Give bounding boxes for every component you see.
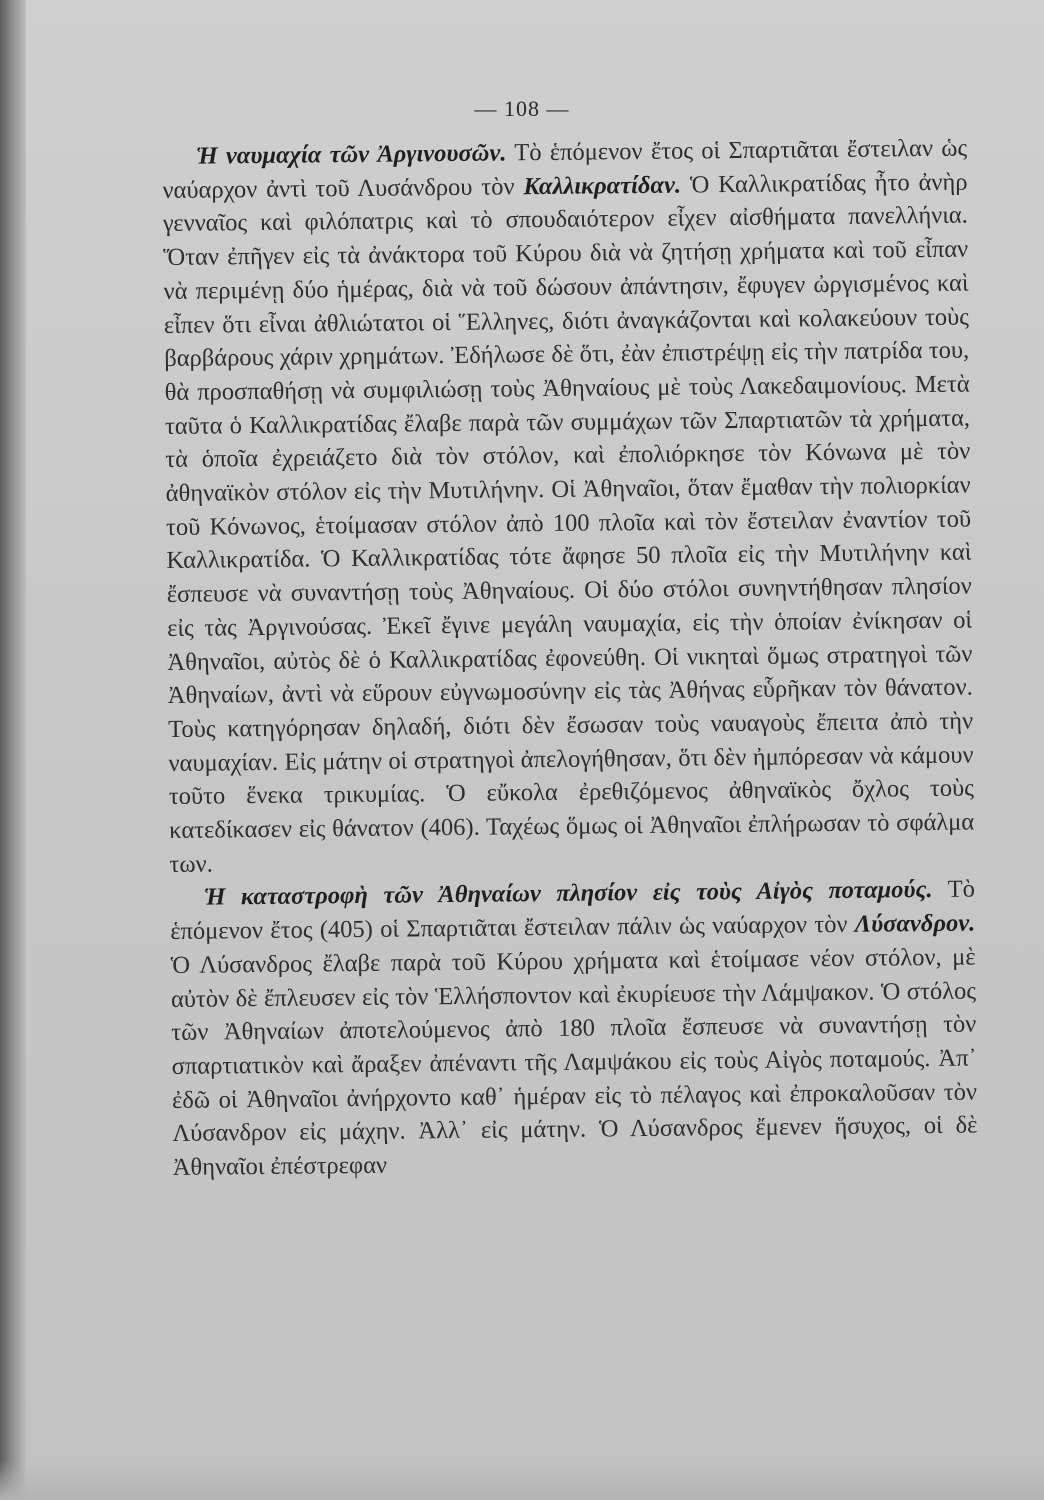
paragraph-aegospotami <box>170 873 978 1185</box>
paragraph-text: Τὸ ἑπόμενον ἔτος οἱ Σπαρτιᾶται ἔστειλαν ὡς ναύαρχον ἀντὶ τοῦ Λυσάνδρου τὸν <box>162 134 968 204</box>
paragraph-arginusae <box>162 132 975 882</box>
paragraph-text: Ὁ Καλλικρατίδας ἦτο ἀνὴρ γενναῖος καὶ φιλόπατρις καὶ τὸ σπουδαιότερον εἶχεν αἰσθήματα πανελλήνια. Ὅταν ἐπῆγεν εἰς τὰ ἀνάκτορα τοῦ Κύρου διὰ νὰ ζητήσῃ χρήματα καὶ τοῦ εἶπαν νὰ περιμένῃ δύο ἡμέρας, διὰ νὰ τοῦ δώσουν ἀπάντησιν, ἔφυγεν ὠργισμένος καὶ εἶπεν ὅτι εἶναι ἀθλιώτατοι οἱ Ἕλληνες, διότι ἀναγκάζονται καὶ κολακεύουν τοὺς βαρβάρους χάριν χρημάτων. Ἐδήλωσε δὲ ὅτι, ἐὰν ἐπιστρέψῃ εἰς τὴν πατρίδα του, θὰ προσπαθήσῃ νὰ συμφιλιώσῃ τοὺς Ἀθηναίους μὲ τοὺς Λακεδαιμονίους. Μετὰ ταῦτα ὁ Καλλικρατίδας ἔλαβε παρὰ τῶν συμμάχων τῶν Σπαρτιατῶν τὰ χρήματα, τὰ ὁποῖα ἐχρειάζετο διὰ τὸν στόλον, καὶ ἐπολιόρκησε τὸν Κόνωνα μὲ τὸν ἀθηναϊκὸν στόλον εἰς τὴν Μυτιλήνην. Οἱ Ἀθηναῖοι, ὅταν ἔμαθαν τὴν πολιορκίαν τοῦ Κόνωνος, ἑτοίμασαν στόλον ἀπὸ 100 πλοῖα καὶ τὸν ἔστειλαν ἐναντίον τοῦ Καλλικρατίδα. Ὁ Καλλικρατίδας τότε ἄφησε 50 πλοῖα εἰς τὴν Μυτιλήνην καὶ ἔσπευσε νὰ συναντήσῃ τοὺς Ἀθηναίους. Οἱ δύο στόλοι συνηντήθησαν πλησίον εἰς τὰς Ἀργινούσας. Ἐκεῖ ἔγινε μεγάλη ναυμαχία, εἰς τὴν ὁποίαν ἐνίκησαν οἱ Ἀθηναῖοι, αὐτὸς δὲ ὁ Καλλικρατίδας ἐφονεύθη. Οἱ νικηταὶ ὅμως στρατηγοὶ τῶν Ἀθηναίων, ἀντὶ νὰ εὕρουν εὐγνωμοσύνην εἰς τὰς Ἀθήνας εὗρῆκαν τὸν θάνατον. Τοὺς κατηγόρησαν δηλαδή, διότι δὲν ἔσωσαν τοὺς ναυαγοὺς ἔπειτα ἀπὸ τὴν ναυμαχίαν. Εἰς μάτην οἱ στρατηγοὶ ἀπελογήθησαν, ὅτι δὲν ἠμπόρεσαν νὰ κάμουν τοῦτο ἕνεκα τρικυμίας. Ὁ εὔκολα ἐρεθιζόμενος ἀθηναϊκὸς ὄχλος τοὺς κατεδίκασεν εἰς θάνατον (406). Ταχέως ὅμως οἱ Ἀθηναῖοι ἐπλήρωσαν τὸ σφάλμα των. <box>162 168 975 878</box>
paragraph-text: Τὸ ἑπόμενον ἔτος (405) οἱ Σπαρτιᾶται ἔστειλαν πάλιν ὡς ναύαρχον τὸν <box>170 875 976 946</box>
section-heading-aegospotami: Ἡ καταστροφὴ τῶν Ἀθηναίων πλησίον εἰς τοὺς Αἰγὸς ποταμούς. <box>203 876 933 912</box>
page-bottom-shade <box>0 1460 1044 1500</box>
bold-name-lysandros: Λύσανδρον. <box>854 909 976 938</box>
paragraph-text: Ὁ Λύσανδρος ἔλαβε παρὰ τοῦ Κύρου χρήματα καὶ ἑτοίμασε νέον στόλον, μὲ αὐτὸν δὲ ἔπλευσεν εἰς τὸν Ἑλλήσποντον καὶ ἐκυρίευσε τὴν Λάμψακον. Ὁ στόλος τῶν Ἀθηναίων ἀποτελούμενος ἀπὸ 180 πλοῖα ἔσπευσε νὰ συναντήσῃ τὸν σπαρτιατικὸν καὶ ἄραξεν ἀπέναντι τῆς Λαμψάκου εἰς τοὺς Αἰγὸς ποταμούς. Ἀπ᾽ ἐδῶ οἱ Ἀθηναῖοι ἀνήρχοντο καθ᾽ ἡμέραν εἰς τὸ πέλαγος καὶ ἐπροκαλοῦσαν τὸν Λύσανδρον εἰς μάχην. Ἀλλ᾽ εἰς μάτην. Ὁ Λύσανδρος ἔμενεν ἥσυχος, οἱ δὲ Ἀθηναῖοι ἐπέστρεφαν <box>170 943 978 1182</box>
section-heading-arginusae: Ἡ ναυμαχία τῶν Ἀργινουσῶν. <box>196 139 507 170</box>
page-binding-edge <box>0 0 26 1500</box>
body-text <box>162 132 978 1185</box>
bold-name-kallikratidas: Καλλικρατίδαν. <box>523 171 682 200</box>
page-number: — 108 — <box>474 96 570 121</box>
